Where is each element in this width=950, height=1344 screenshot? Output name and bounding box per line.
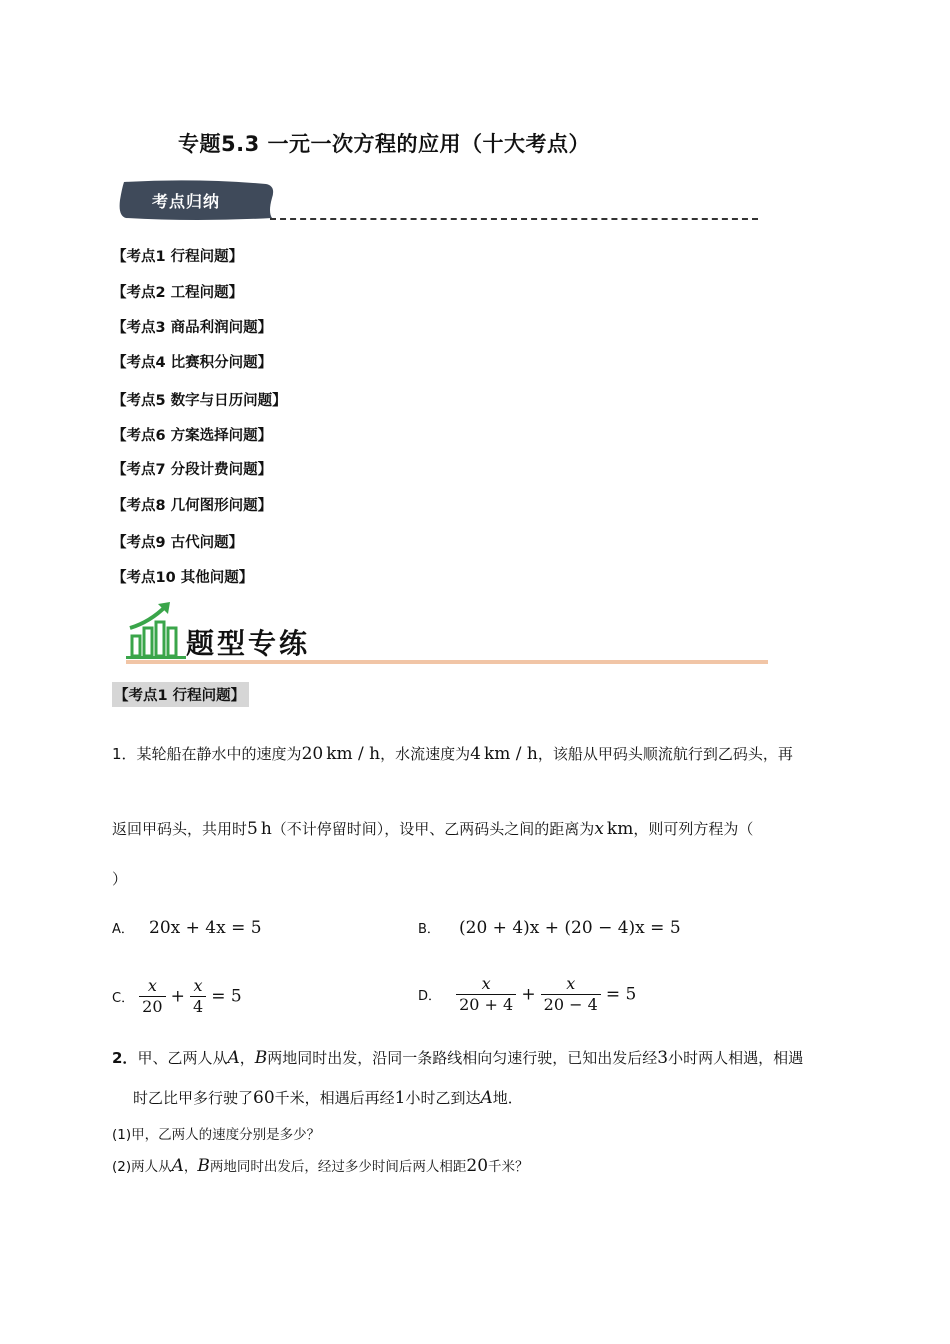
q1-value: 5: [247, 819, 258, 839]
growth-chart-icon: [126, 598, 186, 660]
q1-unit: km: [606, 819, 634, 839]
numerator: x: [139, 976, 165, 997]
q1-unit: h: [260, 819, 272, 839]
q1-text: ，该船从甲码头顺流航行到乙码头，再: [537, 745, 793, 763]
numerator: x: [541, 974, 601, 995]
q1-text: ，水流速度为: [380, 745, 471, 763]
q1-option-a: [112, 918, 262, 938]
q1-value: 20: [301, 744, 324, 764]
q2-text: 小时乙到达: [405, 1089, 481, 1107]
denominator: 20 − 4: [543, 995, 598, 1014]
q1-text: 某轮船在静水中的速度为: [136, 745, 302, 763]
q2-text: 时乙比甲多行驶了: [133, 1089, 254, 1107]
kaodian-item-8: 【考点8 几何图形问题】: [112, 498, 273, 514]
operator: +: [170, 986, 185, 1007]
q2-text: ，: [183, 1159, 198, 1175]
q1-option-d: [418, 974, 636, 1015]
q2-text: ，: [239, 1049, 255, 1067]
fraction: [541, 974, 601, 1015]
q2-number: 2．: [112, 1049, 138, 1067]
q2-value: 3: [657, 1048, 669, 1068]
q1-line-1: [112, 743, 793, 764]
q2-text: 甲、乙两人从: [137, 1049, 228, 1067]
option-label: D．: [418, 989, 442, 1004]
kaodian-item-1: 【考点1 行程问题】: [112, 249, 244, 265]
fraction: [456, 974, 516, 1015]
q2-point: A: [171, 1156, 184, 1176]
dashed-divider: [270, 218, 758, 220]
rhs: = 5: [211, 986, 242, 1007]
q2-subquestion-1: (1)甲，乙两人的速度分别是多少？: [112, 1127, 321, 1143]
q2-line-1: [112, 1047, 803, 1068]
kaodian-item-3: 【考点3 商品利润问题】: [112, 320, 273, 336]
q1-variable: x: [594, 819, 604, 839]
q2-point: A: [227, 1048, 240, 1068]
q2-line-2: [133, 1087, 523, 1108]
q2-point: A: [480, 1088, 493, 1108]
option-label: A．: [112, 922, 134, 937]
q2-text: 小时两人相遇，相遇: [668, 1049, 804, 1067]
q2-point: B: [254, 1048, 268, 1068]
q1-option-b: [418, 918, 681, 938]
q1-unit: km / h: [326, 744, 381, 764]
q1-number: 1．: [112, 745, 137, 763]
denominator: 4: [192, 997, 204, 1016]
q2-text: 千米？: [488, 1159, 529, 1175]
numerator: x: [190, 976, 206, 997]
kaodian-item-7: 【考点7 分段计费问题】: [112, 462, 273, 478]
page-title: 专题5.3 一元一次方程的应用（十大考点）: [178, 132, 591, 156]
q2-text: 两地同时出发，沿同一条路线相向匀速行驶，已知出发后经: [267, 1049, 658, 1067]
q2-text: 地．: [492, 1089, 523, 1107]
numerator: x: [456, 974, 516, 995]
kaodian-item-10: 【考点10 其他问题】: [112, 570, 254, 586]
section-title: 题型专练: [186, 627, 311, 660]
q2-text: 两地同时出发后，经过多少时间后两人相距: [209, 1159, 467, 1175]
kaodian-banner: [116, 178, 276, 222]
kaodian-item-9: 【考点9 古代问题】: [112, 535, 244, 551]
q1-line-3: ）: [112, 870, 128, 888]
banner-label: 考点归纳: [152, 192, 221, 211]
q2-subquestion-2: [112, 1155, 529, 1176]
highlighted-kaodian-label: 【考点1 行程问题】: [112, 682, 249, 707]
section-underline: [126, 660, 768, 664]
fraction: [190, 976, 206, 1017]
denominator: 20 + 4: [459, 995, 514, 1014]
fraction: [139, 976, 165, 1017]
q1-value: 4: [470, 744, 481, 764]
denominator: 20: [142, 997, 163, 1016]
q2-text: (2)两人从: [112, 1159, 172, 1175]
operator: +: [521, 984, 536, 1005]
kaodian-item-6: 【考点6 方案选择问题】: [112, 428, 273, 444]
q1-text: （不计停留时间），设甲、乙两码头之间的距离为: [271, 820, 595, 838]
option-label: B．: [418, 922, 440, 937]
rhs: = 5: [605, 984, 637, 1005]
kaodian-item-5: 【考点5 数字与日历问题】: [112, 393, 287, 409]
q2-text: 千米，相遇后再经: [274, 1089, 395, 1107]
option-label: C．: [112, 991, 135, 1006]
kaodian-item-4: 【考点4 比赛积分问题】: [112, 355, 273, 371]
q2-point: B: [197, 1156, 210, 1176]
q1-text: ，则可列方程为（: [633, 820, 754, 838]
q1-line-2: [112, 818, 753, 839]
option-expression: 20x + 4x = 5: [149, 918, 262, 938]
q1-option-c: [112, 976, 242, 1017]
kaodian-item-2: 【考点2 工程问题】: [112, 285, 244, 301]
q1-unit: km / h: [483, 744, 538, 764]
q2-value: 60: [253, 1088, 275, 1108]
option-expression: (20 + 4)x + (20 − 4)x = 5: [459, 918, 681, 938]
q1-text: 返回甲码头，共用时: [112, 820, 248, 838]
q2-value: 1: [394, 1088, 406, 1108]
q2-value: 20: [466, 1156, 489, 1176]
